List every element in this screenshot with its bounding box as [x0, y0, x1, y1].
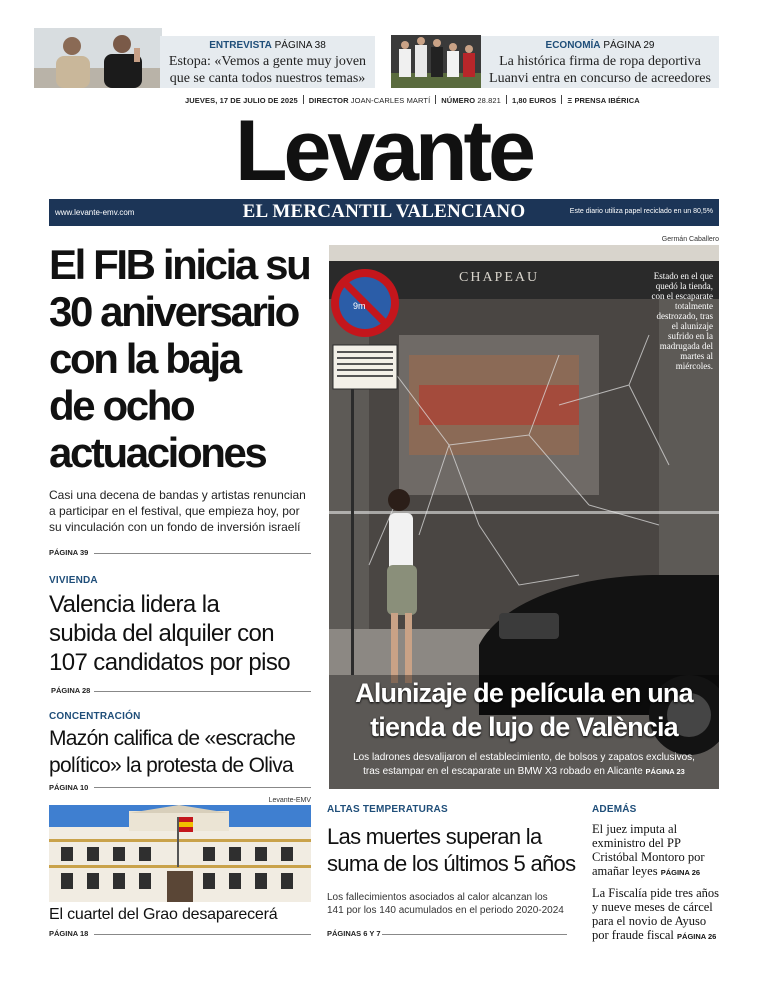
- publisher-group: PRENSA IBÉRICA: [574, 96, 640, 105]
- temperaturas-headline[interactable]: [327, 823, 587, 877]
- teaser-estopa[interactable]: [160, 36, 375, 88]
- lead-standfirst: [49, 487, 319, 535]
- ademas-item-2-line: por fraude fiscal: [592, 928, 674, 942]
- concentracion-headline-line: político» la protesta de Oliva: [49, 754, 293, 777]
- ademas-item-2-line: La Fiscalía pide tres años: [592, 886, 720, 900]
- cuartel-page[interactable]: PÁGINA 18: [49, 929, 89, 938]
- temperaturas-standfirst-line: 141 por los 140 acumulados en el periodo 2020-2024: [327, 905, 564, 916]
- cuartel-rule: [94, 934, 311, 935]
- ademas-item-1-line: amañar leyes: [592, 864, 658, 878]
- main-photo-deck-line: tras estampar en el escaparate un BMW X3 robado en Alicante: [363, 766, 643, 777]
- teaser-estopa-page: PÁGINA 38: [274, 40, 326, 51]
- caption-line: miércoles.: [675, 361, 713, 371]
- lead-headline-line: con la baja: [49, 335, 240, 382]
- lead-headline-line: de ocho: [49, 382, 194, 429]
- masthead-title: Levante: [234, 103, 533, 199]
- vivienda-headline-line: subida del alquiler con: [49, 620, 275, 647]
- lead-standfirst-line: Casi una decena de bandas y artistas renuncian: [49, 488, 306, 502]
- ademas-item-1-line: Cristóbal Montoro por: [592, 850, 705, 864]
- caption-line: Estado en el que: [653, 271, 713, 281]
- temperaturas-rule: [382, 934, 567, 935]
- price: 1,80 EUROS: [511, 96, 557, 105]
- caption-line: destrozado, tras: [656, 311, 713, 321]
- masthead-bar: [49, 199, 719, 226]
- caption-line: madrugada del: [659, 341, 713, 351]
- teaser-luanvi-line1: La histórica firma de ropa deportiva: [499, 54, 701, 69]
- teaser-luanvi[interactable]: [481, 36, 719, 88]
- ademas-item-1-line: exministro del PP: [592, 836, 681, 850]
- vivienda-page[interactable]: PÁGINA 28: [51, 686, 91, 695]
- lead-headline[interactable]: [49, 241, 329, 476]
- ademas-item-2[interactable]: [592, 886, 727, 944]
- teaser-luanvi-head: [481, 40, 719, 52]
- caption-line: con el escaparate: [651, 291, 713, 301]
- lead-headline-line: 30 aniversario: [49, 288, 298, 335]
- caption-line: martes al: [680, 351, 713, 361]
- luanvi-photo: [391, 35, 481, 88]
- vivienda-rule: [94, 691, 311, 692]
- website-link[interactable]: www.levante-emv.com: [55, 208, 135, 217]
- number-label: NÚMERO: [441, 96, 476, 105]
- main-photo-headline-line: Alunizaje de película en una: [355, 678, 693, 708]
- ademas-item-2-page[interactable]: PÁGINA 26: [677, 932, 717, 941]
- director-name: JOAN-CARLES MARTÍ: [350, 96, 431, 105]
- caption-line: totalmente: [675, 301, 713, 311]
- concentracion-rule: [94, 787, 311, 788]
- director-label: DIRECTOR: [308, 96, 349, 105]
- lead-page[interactable]: PÁGINA 39: [49, 548, 89, 557]
- temperaturas-page[interactable]: PÁGINAS 6 Y 7: [327, 929, 381, 938]
- number-value: 28.821: [477, 96, 501, 105]
- main-photo-credit: Germán Caballero: [661, 236, 719, 243]
- ademas-item-1-line: El juez imputa al: [592, 822, 678, 836]
- concentracion-headline-line: Mazón califica de «escrache: [49, 727, 296, 750]
- teaser-luanvi-page: PÁGINA 29: [603, 40, 655, 51]
- vivienda-headline-line: Valencia lidera la: [49, 591, 220, 618]
- cuartel-headline[interactable]: El cuartel del Grao desaparecerá: [49, 906, 278, 923]
- lead-headline-line: El FIB inicia su: [49, 241, 310, 288]
- temperaturas-standfirst: [327, 891, 577, 917]
- teaser-luanvi-text: [481, 53, 719, 87]
- main-photo-headline-line: tienda de lujo de València: [370, 712, 678, 742]
- paper-note: Este diario utiliza papel reciclado en un 80,5%: [569, 208, 713, 215]
- main-photo-caption: [610, 271, 713, 371]
- vivienda-headline-line: 107 candidatos por piso: [49, 649, 291, 676]
- concentracion-headline[interactable]: [49, 725, 334, 779]
- concentracion-section: CONCENTRACIÓN: [49, 711, 141, 722]
- temperaturas-standfirst-line: Los fallecimientos asociados al calor alcanzan los: [327, 892, 548, 903]
- main-photo-deck: [329, 751, 719, 779]
- teaser-estopa-text: [160, 53, 375, 87]
- traffic-sign-text: 9m: [353, 301, 366, 311]
- prensa-iberica-icon: Ξ: [567, 96, 573, 105]
- teaser-estopa-line2: que se canta todos nuestros temas»: [169, 71, 366, 86]
- edition-date: JUEVES, 17 DE JULIO DE 2025: [185, 96, 298, 105]
- main-photo-deck-line: Los ladrones desvalijaron el establecimiento, de bolsos y zapatos exclusivos,: [353, 752, 695, 763]
- temperaturas-section: ALTAS TEMPERATURAS: [327, 804, 448, 815]
- estopa-photo: [34, 28, 162, 88]
- ademas-item-1-page[interactable]: PÁGINA 26: [660, 868, 701, 877]
- teaser-estopa-line1: Estopa: «Vemos a gente muy joven: [168, 54, 367, 69]
- temperaturas-headline-line: suma de los últimos 5 años: [327, 851, 576, 876]
- ademas-item-1[interactable]: [592, 822, 722, 880]
- cuartel-photo: [49, 805, 311, 902]
- cuartel-credit: Levante-EMV: [268, 797, 311, 804]
- teaser-luanvi-section: ECONOMÍA: [545, 40, 601, 51]
- vivienda-headline[interactable]: [49, 590, 329, 677]
- teaser-luanvi-line2: Luanvi entra en concurso de acreedores: [489, 71, 711, 86]
- ademas-item-2-line: para el novio de Ayuso: [592, 914, 707, 928]
- caption-line: quedó la tienda,: [655, 281, 713, 291]
- main-photo-headline[interactable]: [329, 676, 719, 744]
- lead-headline-line: actuaciones: [49, 429, 266, 476]
- caption-line: el alunizaje: [671, 321, 713, 331]
- masthead-subtitle: EL MERCANTIL VALENCIANO: [242, 201, 526, 222]
- lead-rule: [94, 553, 311, 554]
- vivienda-section: VIVIENDA: [49, 575, 98, 586]
- shop-sign: CHAPEAU: [459, 270, 540, 285]
- ademas-item-2-line: y nueve meses de cárcel: [592, 900, 713, 914]
- caption-line: sufrido en la: [668, 331, 713, 341]
- temperaturas-headline-line: Las muertes superan la: [327, 824, 542, 849]
- ademas-section: ADEMÁS: [592, 804, 637, 815]
- teaser-estopa-section: ENTREVISTA: [209, 40, 272, 51]
- main-photo-page[interactable]: PÁGINA 23: [645, 767, 685, 776]
- lead-standfirst-line: su vinculación con un fondo de inversión israelí: [49, 520, 301, 534]
- teaser-estopa-head: [160, 40, 375, 52]
- concentracion-page[interactable]: PÁGINA 10: [49, 783, 89, 792]
- lead-standfirst-line: a participar en el festival, que empieza hoy, por: [49, 504, 300, 518]
